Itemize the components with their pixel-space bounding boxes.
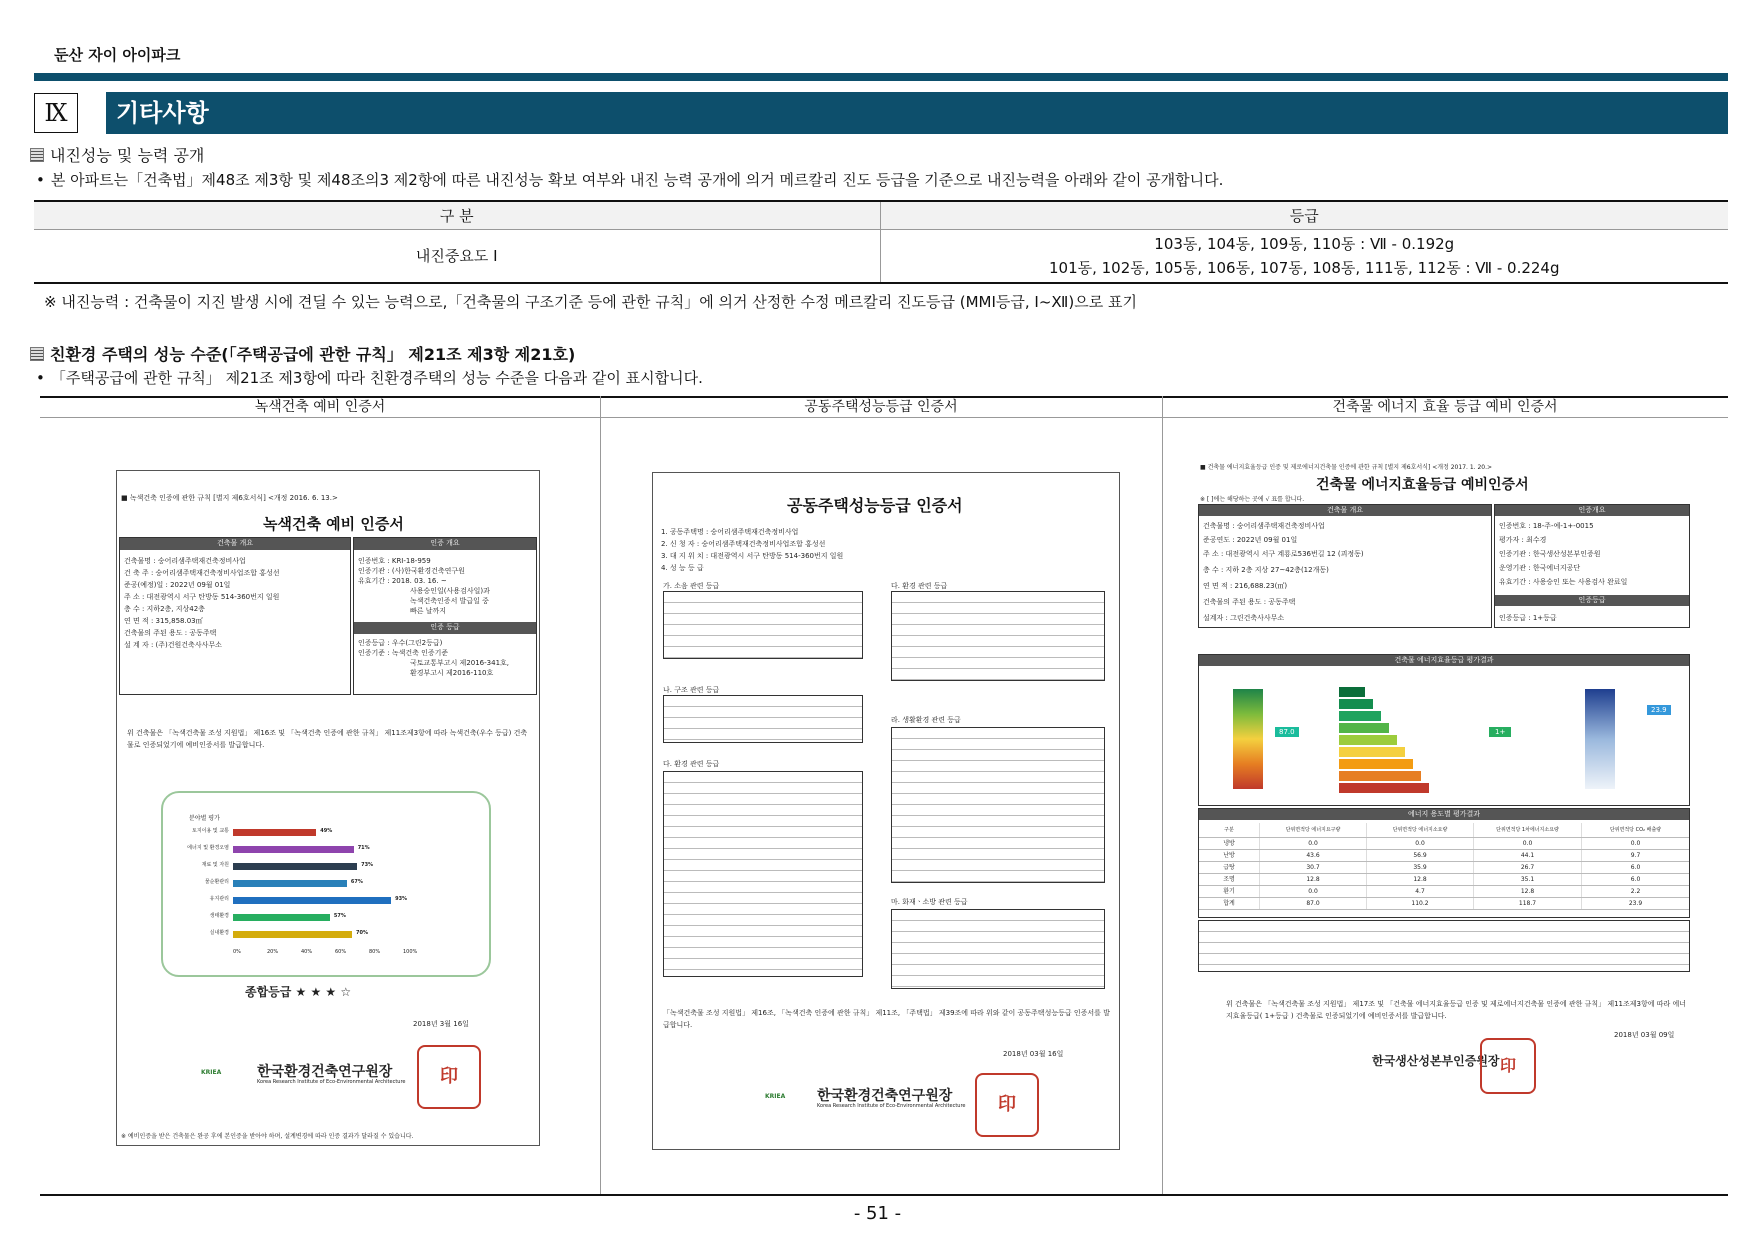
cert3-info-box-title: 인증개요	[1495, 505, 1689, 516]
cert3-row: 준공연도 : 2022년 09월 01일	[1203, 536, 1298, 544]
seismic-bullet: • 본 아파트는「건축법」제48조 제3항 및 제48조의3 제2항에 따른 내진성능 확보 여부와 내진 능력 공개에 의거 메르칼리 진도 등급을 기준으로 내진능력을 아래와 같이 공개합니다.	[36, 169, 1223, 190]
axis-tick: 60%	[335, 949, 347, 955]
cert3-info-row: 평가자 : 최수경	[1499, 536, 1547, 544]
cert2-table	[891, 727, 1105, 883]
cert1-grade-row: 인증등급 : 우수(그린2등급)	[358, 639, 443, 647]
grade-ribbon	[1339, 735, 1397, 745]
cert3-definitions	[1198, 920, 1690, 972]
usage-header-cell: 단위면적당 CO₂ 배출량	[1581, 823, 1689, 837]
cert1-overall-grade: 종합등급 ★ ★ ★ ☆	[245, 985, 352, 999]
cert1-row: 연 면 적 : 315,858.03㎡	[124, 617, 203, 625]
cert1-org-en: Korea Research Institute of Eco-Environmental Architecture	[257, 1079, 406, 1085]
green-bullet: • 「주택공급에 관한 규칙」 제21조 제3항에 따라 친환경주택의 성능 수준을 다음과 같이 표시합니다.	[36, 367, 703, 388]
kriea-logo-icon: KRIEA	[201, 1069, 222, 1076]
seismic-grade-line-1: 103동, 104동, 109동, 110동 : Ⅶ - 0.192g	[1154, 234, 1455, 253]
usage-cell: 35.9	[1366, 862, 1473, 873]
axis-tick: 40%	[301, 949, 313, 955]
cert1-info-row: 녹색건축인증서 발급일 중	[410, 597, 489, 605]
cert3-building-box-title: 건축물 개요	[1199, 505, 1491, 516]
bar-value-label: 73%	[361, 862, 374, 868]
grade-ribbon	[1339, 699, 1373, 709]
cert3-row: 건축물명 : 숭어리샘주택재건축정비사업	[1203, 522, 1325, 530]
cert3-grade-title: 인증등급	[1495, 595, 1689, 606]
cert2-section-right: 라. 생활환경 관련 등급	[891, 716, 961, 724]
bar-label: 토지이용 및 교통	[192, 828, 229, 834]
housing-performance-certificate	[652, 472, 1120, 1150]
bar	[233, 897, 391, 904]
axis-tick: 20%	[267, 949, 279, 955]
bar	[233, 863, 357, 870]
seismic-col-grade: 등급	[880, 201, 1728, 229]
grade-ribbon	[1339, 783, 1429, 793]
cert-column-header-3: 건축물 에너지 효율 등급 예비 인증서	[1162, 396, 1728, 418]
usage-cell: 87.0	[1259, 898, 1366, 909]
cert1-building-box	[119, 537, 351, 695]
cert3-title: 건축물 에너지효율등급 예비인증서	[1316, 477, 1529, 493]
usage-cell: 118.7	[1473, 898, 1581, 909]
cert3-eval-box	[1198, 654, 1690, 806]
bar-value-label: 71%	[357, 845, 370, 851]
seismic-row-grades	[880, 229, 1728, 283]
seismic-col-category: 구 분	[34, 201, 880, 229]
bar	[233, 931, 352, 938]
bar-value-label: 57%	[333, 913, 346, 919]
bar-value-label: 70%	[356, 930, 368, 936]
cert3-co2-value: 23.9	[1647, 705, 1671, 715]
cert1-row: 건 축 주 : 숭어리샘주택재건축정비사업조합 홍성선	[124, 569, 280, 577]
section-title: 기타사항	[106, 92, 1728, 134]
cert1-info-box-title: 인증 개요	[354, 538, 536, 550]
seismic-grade-line-2: 101동, 102동, 105동, 106동, 107동, 108동, 111동, 112동 : Ⅶ - 0.224g	[1048, 258, 1560, 277]
usage-cell: 0.0	[1366, 838, 1473, 849]
cert1-statement: 위 건축물은 「녹색건축물 조성 지원법」 제16조 및 「녹색건축 인증에 관한 규칙」 제11조제3항에 따라 녹색건축(우수 등급) 건축물로 인증되었기에 예비인증서를 발급합니다.	[127, 729, 528, 749]
cert2-statement: 「녹색건축물 조성 지원법」 제16조, 「녹색건축 인증에 관한 규칙」 제11조, 「주택법」 제39조에 따라 위와 같이 공동주택성능등급 인증서를 발급합니다.	[663, 1009, 1110, 1029]
header-rule	[34, 73, 1728, 81]
bar-label: 실내환경	[209, 930, 229, 936]
cert3-row: 연 면 적 : 216,688.23(㎡)	[1203, 582, 1288, 590]
bar-label: 생태환경	[209, 913, 229, 919]
grade-ribbon	[1339, 771, 1421, 781]
cert3-top-note: ■ 건축물 에너지효율등급 인증 및 제로에너지건축물 인증에 관한 규칙 [별지 제6호서식] <개정 2017. 1. 20.>	[1200, 464, 1493, 471]
usage-cell: 56.9	[1366, 850, 1473, 861]
cert-column-header-2: 공동주택성능등급 인증서	[600, 396, 1162, 418]
cert1-grade-box-title: 인증 등급	[354, 622, 536, 634]
cert3-row: 주 소 : 대전광역시 서구 계룡로536번길 12 (괴정동)	[1203, 550, 1364, 558]
usage-row	[1199, 862, 1689, 874]
usage-header-cell: 단위면적당 1차에너지소요량	[1473, 823, 1581, 837]
cert1-bar-header: 분야별 평가	[189, 815, 220, 822]
usage-row	[1199, 874, 1689, 886]
bar-label: 유지관리	[209, 896, 229, 902]
cert1-grade-row: 인증기준 : 녹색건축 인증기준	[358, 649, 449, 657]
cert2-section-right: 다. 환경 관련 등급	[891, 582, 948, 590]
cert3-eval-grade: 1+	[1489, 727, 1511, 737]
usage-cell: 44.1	[1473, 850, 1581, 861]
energy-scale-bar	[1233, 689, 1263, 789]
cert1-row: 주 소 : 대전광역시 서구 탄방동 514-360번지 일원	[124, 593, 280, 601]
cert1-date: 2018년 3월 16일	[413, 1020, 469, 1028]
bar-label: 물순환관리	[204, 879, 229, 885]
cert3-eval-value: 87.0	[1275, 727, 1299, 737]
usage-cell: 4.7	[1366, 886, 1473, 897]
cert1-row: 건축물의 주된 용도 : 공동주택	[124, 629, 217, 637]
usage-cell: 12.8	[1366, 874, 1473, 885]
usage-cell: 43.6	[1259, 850, 1366, 861]
seismic-heading	[30, 143, 204, 166]
axis-tick: 100%	[403, 949, 418, 955]
cert2-row: 4. 성 능 등 급	[661, 564, 704, 572]
cert2-org-en: Korea Research Institute of Eco-Environmental Architecture	[817, 1103, 966, 1109]
energy-efficiency-certificate	[1196, 458, 1692, 1168]
bar-label: 재료 및 자원	[201, 862, 229, 868]
cert3-row: 층 수 : 지하 2층 지상 27~42층(12개동)	[1203, 566, 1329, 574]
column-divider	[600, 396, 601, 1194]
cert1-grade-row: 국토교통부고시 제2016-341호,	[410, 659, 510, 667]
cert2-table	[663, 591, 863, 659]
cert2-table	[891, 591, 1105, 681]
bar-label: 에너지 및 환경오염	[187, 845, 229, 851]
usage-cell: 조명	[1223, 876, 1235, 883]
usage-cell: 6.0	[1581, 874, 1689, 885]
cert2-date: 2018년 03월 16일	[1003, 1050, 1064, 1058]
green-heading	[30, 342, 575, 365]
axis-tick: 0%	[233, 949, 241, 955]
cert1-grade-row: 환경부고시 제2016-110호	[410, 669, 494, 677]
usage-cell: 급탕	[1223, 864, 1235, 871]
bar-value-label: 93%	[395, 896, 408, 902]
usage-row	[1199, 886, 1689, 898]
green-building-certificate	[116, 470, 540, 1146]
cert1-info-row: 인증번호 : KRI-18-959	[358, 557, 431, 565]
usage-cell: 0.0	[1259, 886, 1366, 897]
cert3-building-box	[1198, 504, 1492, 628]
usage-cell: 12.8	[1259, 874, 1366, 885]
cert3-row: 건축물의 주된 용도 : 공동주택	[1203, 598, 1296, 606]
bottom-rule	[40, 1194, 1728, 1196]
cert1-row: 설 계 자 : (주)건원건축사사무소	[124, 641, 222, 649]
cert2-row: 3. 대 지 위 치 : 대전광역시 서구 탄방동 514-360번지 일원	[661, 552, 844, 560]
cert2-table	[663, 771, 863, 977]
usage-header-cell: 구분	[1224, 827, 1234, 833]
column-divider	[1162, 396, 1163, 1194]
bar-value-label: 49%	[320, 828, 333, 834]
seal-stamp-icon: 印	[975, 1073, 1039, 1137]
usage-cell: 26.7	[1473, 862, 1581, 873]
cert3-usage-table	[1199, 823, 1689, 910]
cert3-info-row: 인증번호 : 18-주-예-1+-0015	[1499, 522, 1594, 530]
grade-ribbon	[1339, 747, 1405, 757]
usage-header-cell: 단위면적당 에너지요구량	[1259, 823, 1366, 837]
usage-cell: 9.7	[1581, 850, 1689, 861]
heading-mark-icon	[30, 148, 44, 162]
cert1-row: 층 수 : 지하2층, 지상42층	[124, 605, 205, 613]
cert2-row: 1. 공동주택명 : 숭어리샘주택재건축정비사업	[661, 528, 799, 536]
usage-cell: 110.2	[1366, 898, 1473, 909]
co2-scale-bar	[1585, 689, 1615, 789]
usage-cell: 0.0	[1259, 838, 1366, 849]
grade-ribbon	[1339, 687, 1365, 697]
bar	[233, 914, 330, 921]
grade-ribbon	[1339, 723, 1389, 733]
heading-mark-icon	[30, 347, 44, 361]
bar	[233, 829, 316, 836]
cert3-usage-box	[1198, 808, 1690, 918]
cert1-info-row: 유효기간 : 2018. 03. 16. ~	[358, 577, 447, 585]
cert2-table	[663, 695, 863, 743]
cert2-section-left: 가. 소음 관련 등급	[663, 582, 720, 590]
cert3-usage-title: 에너지 용도별 평가결과	[1199, 809, 1689, 820]
usage-cell: 0.0	[1473, 838, 1581, 849]
usage-cell: 냉방	[1223, 840, 1235, 847]
cert1-building-box-title: 건축물 개요	[120, 538, 350, 550]
seismic-heading-text: 내진성능 및 능력 공개	[50, 146, 205, 165]
cert3-row: 설계자 : 그린건축사사무소	[1203, 614, 1285, 622]
cert1-info-box	[353, 537, 537, 695]
usage-cell: 30.7	[1259, 862, 1366, 873]
grade-ribbon	[1339, 711, 1381, 721]
kriea-logo-icon: KRIEA	[765, 1093, 786, 1100]
seismic-note: ※ 내진능력 : 건축물이 지진 발생 시에 견딜 수 있는 능력으로,「건축물의 구조기준 등에 관한 규칙」에 의거 산정한 수정 메르칼리 진도등급 (MMI등급, Ⅰ~Ⅻ)으로 표기	[44, 293, 1137, 311]
cert2-section-left: 다. 환경 관련 등급	[663, 760, 720, 768]
cert1-footer-note: ※ 예비인증을 받은 건축물은 완공 후에 본인증을 받아야 하며, 설계변경에 따라 인증 결과가 달라질 수 있습니다.	[121, 1133, 414, 1140]
axis-tick: 80%	[369, 949, 381, 955]
cert1-top-note: ■ 녹색건축 인증에 관한 규칙 [별지 제6호서식] <개정 2016. 6. 13.>	[121, 494, 338, 502]
usage-cell: 환기	[1223, 888, 1235, 895]
usage-row	[1199, 898, 1689, 910]
section-number: Ⅸ	[34, 93, 78, 133]
usage-row	[1199, 850, 1689, 862]
cert3-info-row: 인증기관 : 한국생산성본부인증원	[1499, 550, 1601, 558]
cert3-check-note: ※ [ ]에는 해당하는 곳에 √ 표를 합니다.	[1200, 496, 1305, 503]
bar	[233, 880, 347, 887]
usage-cell: 난방	[1223, 852, 1235, 859]
cert1-row: 건축물명 : 숭어리샘주택재건축정비사업	[124, 557, 246, 565]
page-number: - 51 -	[853, 1203, 902, 1224]
cert3-eval-title: 건축물 에너지효율등급 평가결과	[1199, 655, 1689, 666]
usage-row	[1199, 838, 1689, 850]
seal-stamp-icon: 印	[417, 1045, 481, 1109]
cert3-info-box	[1494, 504, 1690, 628]
cert1-title: 녹색건축 예비 인증서	[263, 515, 404, 533]
green-heading-text: 친환경 주택의 성능 수준(「주택공급에 관한 규칙」 제21조 제3항 제21호)	[50, 345, 576, 364]
usage-cell: 합계	[1223, 900, 1235, 907]
usage-cell: 12.8	[1473, 886, 1581, 897]
bar-value-label: 67%	[350, 879, 363, 885]
usage-cell: 2.2	[1581, 886, 1689, 897]
cert1-org-name: 한국환경건축연구원장	[257, 1064, 393, 1080]
usage-header-cell: 단위면적당 에너지소요량	[1366, 823, 1473, 837]
cert2-title: 공동주택성능등급 인증서	[787, 496, 963, 515]
cert1-bar-chart	[161, 791, 491, 977]
cert2-org-name: 한국환경건축연구원장	[817, 1088, 953, 1104]
cert-column-header-1: 녹색건축 예비 인증서	[40, 396, 600, 418]
grade-ribbon	[1339, 759, 1413, 769]
cert2-section-right: 마. 화재ㆍ소방 관련 등급	[891, 898, 968, 906]
cert3-info-row: 운영기관 : 한국에너지공단	[1499, 564, 1581, 572]
seal-stamp-icon: 印	[1480, 1038, 1536, 1094]
seismic-row-label: 내진중요도 Ⅰ	[34, 229, 880, 283]
cert3-info-row: 유효기간 : 사용승인 또는 사용검사 완료일	[1499, 578, 1628, 586]
usage-cell: 6.0	[1581, 862, 1689, 873]
cert1-row: 준공(예정)일 : 2022년 09월 01일	[124, 581, 231, 589]
cert2-section-left: 나. 구조 관련 등급	[663, 686, 720, 694]
usage-cell: 35.1	[1473, 874, 1581, 885]
usage-header-row	[1199, 823, 1689, 838]
cert3-org-name: 한국생산성본부인증원장	[1372, 1054, 1500, 1068]
usage-cell: 23.9	[1581, 898, 1689, 909]
cert1-info-row: 사용승인일(사용검사일)과	[410, 587, 490, 595]
bar	[233, 846, 354, 853]
cert1-info-row: 인증기관 : (사)한국환경건축연구원	[358, 567, 465, 575]
document-header-title: 둔산 자이 아이파크	[54, 46, 181, 64]
cert3-date: 2018년 03월 09일	[1614, 1031, 1675, 1039]
seismic-table	[34, 200, 1728, 284]
cert1-info-row: 빠른 날까지	[410, 607, 447, 615]
cert3-statement: 위 건축물은 「녹색건축물 조성 지원법」 제17조 및 「건축물 에너지효율등급 인증 및 제로에너지건축물 인증에 관한 규칙」 제11조제3항에 따라 에너지효율등급( 1+등급 ) 건축물로 인증되었기에 예비인증서를 발급합니다.	[1226, 1000, 1687, 1020]
cert2-row: 2. 신 청 자 : 숭어리샘주택재건축정비사업조합 홍성선	[661, 540, 826, 548]
usage-cell: 0.0	[1581, 838, 1689, 849]
cert2-table	[891, 909, 1105, 989]
cert3-grade: 인증등급 : 1+등급	[1499, 614, 1557, 622]
